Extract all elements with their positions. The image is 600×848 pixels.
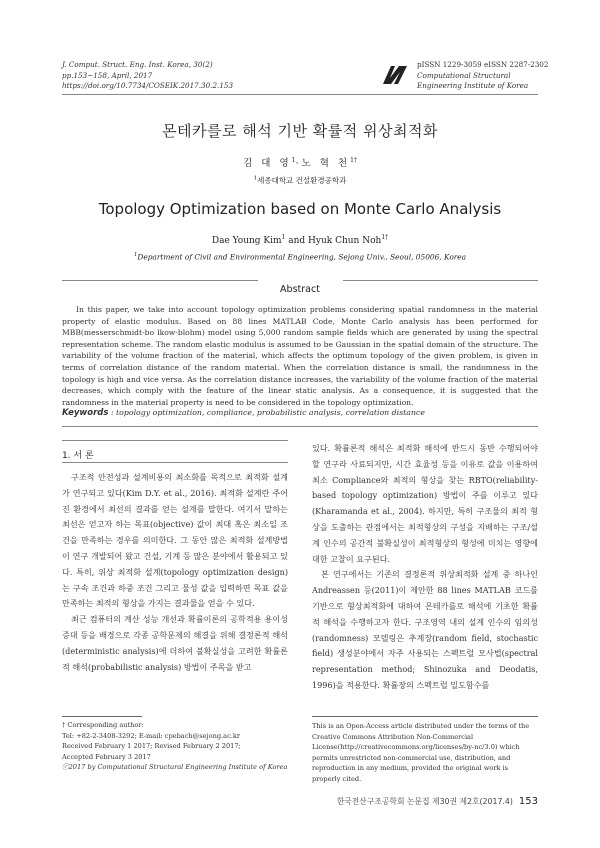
section-rule-top — [62, 440, 288, 441]
journal-footer: 한국전산구조공학회 논문집 제30권 제2호(2017.4) — [336, 797, 513, 806]
society-line-1: Computational Structural — [417, 70, 511, 80]
keywords-label: Keywords — [62, 408, 109, 418]
journal-citation — [62, 60, 233, 92]
header-divider — [62, 94, 538, 95]
footnote-license: This is an Open-Access article distributed under the terms of the Creative Commons Attribution Non-Commercial License(http://creativecommons.org/licenses/by-nc/3.0) which permits unrestricted non-commercial use, distribution, and reproduction in any medium, provided the original work is properly cited. — [312, 716, 538, 784]
english-authors: Dae Young Kim$^1$ and Hyuk Chun Noh$^{1\dagger}$ — [211, 234, 389, 246]
body-left-column — [62, 470, 288, 675]
abstract-rule-left — [62, 280, 258, 281]
body-right-column — [312, 441, 538, 694]
society-logo — [381, 64, 409, 86]
korean-authors: 김 대 영$^1$·노 혁 천$^{1\dagger}$ — [243, 156, 357, 169]
page-footer — [330, 796, 538, 807]
keywords-divider — [62, 426, 538, 427]
footnote-rule — [62, 716, 142, 717]
keywords — [62, 408, 538, 418]
korean-title: 몬테카를로 해석 기반 확률적 위상최적화 — [162, 122, 438, 140]
issn-block — [417, 60, 548, 92]
footnote-correspondence: † Corresponding author: Tel: +82-2-3408-3292; E-mail: cpebach@sejong.ac.kr Received February 1 2017; Revised February 2 2017; Accepted February 3 2017 ⓒ2017 by Computational Structural Engineering Institute of Korea — [62, 721, 288, 771]
paragraph: 최근 컴퓨터의 계산 성능 개선과 확률이론의 공학적용 용이성 증대 등을 배경으로 각종 공학문제의 해결을 위해 결정론적 해석(deterministic analysis)에 더하여 불확실성을 고려한 확률론적 해석(probabilistic analysis) 방법이 주목을 받고 — [62, 614, 288, 672]
paragraph: 있다. 확률론적 해석은 최적화 해석에 반드시 동반 수행되어야 할 연구라 사료되지만, 시간 효율성 등을 이유로 값을 이용하여 최소 Compliance와 최적의 형상을 찾는 RBTO(reliability-based topology optimization) 방법이 주를 이루고 있다(Kharamanda et al., 2004). 하지만, 특히 구조물의 최적 형상을 도출하는 관점에서는 최적형상의 구성을 지배하는 구조/설계 인수의 공간적 불확실성이 최적형상의 형성에 미치는 영향에 대한 고찰이 요구된다. — [312, 443, 538, 564]
abstract-heading: Abstract — [280, 284, 320, 295]
paragraph: 구조적 안전성과 설계비용의 최소화를 목적으로 최적화 설계가 연구되고 있다(Kim D.Y. et al., 2016). 최적화 설계란 주어진 환경에서 최선의 결과를 얻는 설계를 말한다. 여기서 말하는 최선은 얻고자 하는 목표(objective) 값이 최대 혹은 최소일 조건을 만족하는 경우를 의미한다. 그 동안 많은 최적화 설계방법이 연구 개발되어 왔고 건설, 기계 등 많은 분야에서 활용되고 있다. 특히, 위상 최적화 설계(topology optimization design)는 구속 조건과 하중 조건 그리고 물성 값을 입력하면 목표 값을 만족하는 최적의 형상을 가지는 결과물을 얻을 수 있다. — [62, 472, 288, 609]
journal-line-2: pp.153~158, April, 2017 — [62, 70, 153, 80]
journal-line-1: J. Comput. Struct. Eng. Inst. Korea, 30(2) — [62, 60, 213, 69]
keywords-text: : topology optimization, compliance, probabilistic analysis, correlation distance — [108, 408, 425, 417]
section-rule-bottom — [62, 462, 288, 463]
korean-affiliation: $^1$세종대학교 건설환경공학과 — [253, 175, 347, 185]
paragraph: 본 연구에서는 기존의 결정론적 위상최적화 설계 중 하나인 Andreassen 등(2011)이 제안한 88 lines MATLAB 코드를 기반으로 형상최적화에 대하여 몬테카를로 해석에 기초한 확률적 해석을 수행하고자 한다. 구조영역 내의 설계 인수의 임의성(randomness) 모델링은 추계장(random field, stochastic field) 생성분야에서 자주 사용되는 스펙트럴 모사법(spectral representation method; Shinozuka and Deodatis, 1996)을 적용한다. 확률장의 스펙트럴 밀도함수를 — [312, 569, 538, 690]
english-title: Topology Optimization based on Monte Carlo Analysis — [98, 200, 502, 218]
abstract-text: In this paper, we take into account topology optimization problems considering spatial randomness in the material property of elastic modulus. Based on 88 lines MATLAB Code, Monte Carlo analysis has been performed for MBB(messerschmidt-bo lkow-blohm) model using 5,000 random sample fields which are generated by using the spectral representation scheme. The random elastic modulus is assumed to be Gaussian in the spatial domain of the structure. The variability of the volume fraction of the material, which affects the optimum topology of the given problem, is given in terms of correlation distance of the random material. When the correlation distance is small, the randomness in the topology is high and vice versa. As the correlation distance increases, the variability of the volume fraction of the material decreases, which comply with the feature of the linear static analysis. As a consequence, it is suggested that the randomness in the material property is need to be considered in the topology optimization. — [62, 305, 538, 407]
issn: pISSN 1229-3059 eISSN 2287-2302 — [417, 60, 549, 69]
page-number: 153 — [518, 796, 538, 807]
abstract-rule-right — [343, 280, 538, 281]
doi-link[interactable]: https://doi.org/10.7734/COSEIK.2017.30.2.153 — [62, 81, 234, 90]
society-line-2: Engineering Institute of Korea — [417, 81, 529, 90]
english-affiliation: $^1$Department of Civil and Environmental Engineering, Sejong Univ., Seoul, 05006, Korea — [133, 252, 467, 262]
section-heading: 1. 서 론 — [62, 451, 94, 461]
